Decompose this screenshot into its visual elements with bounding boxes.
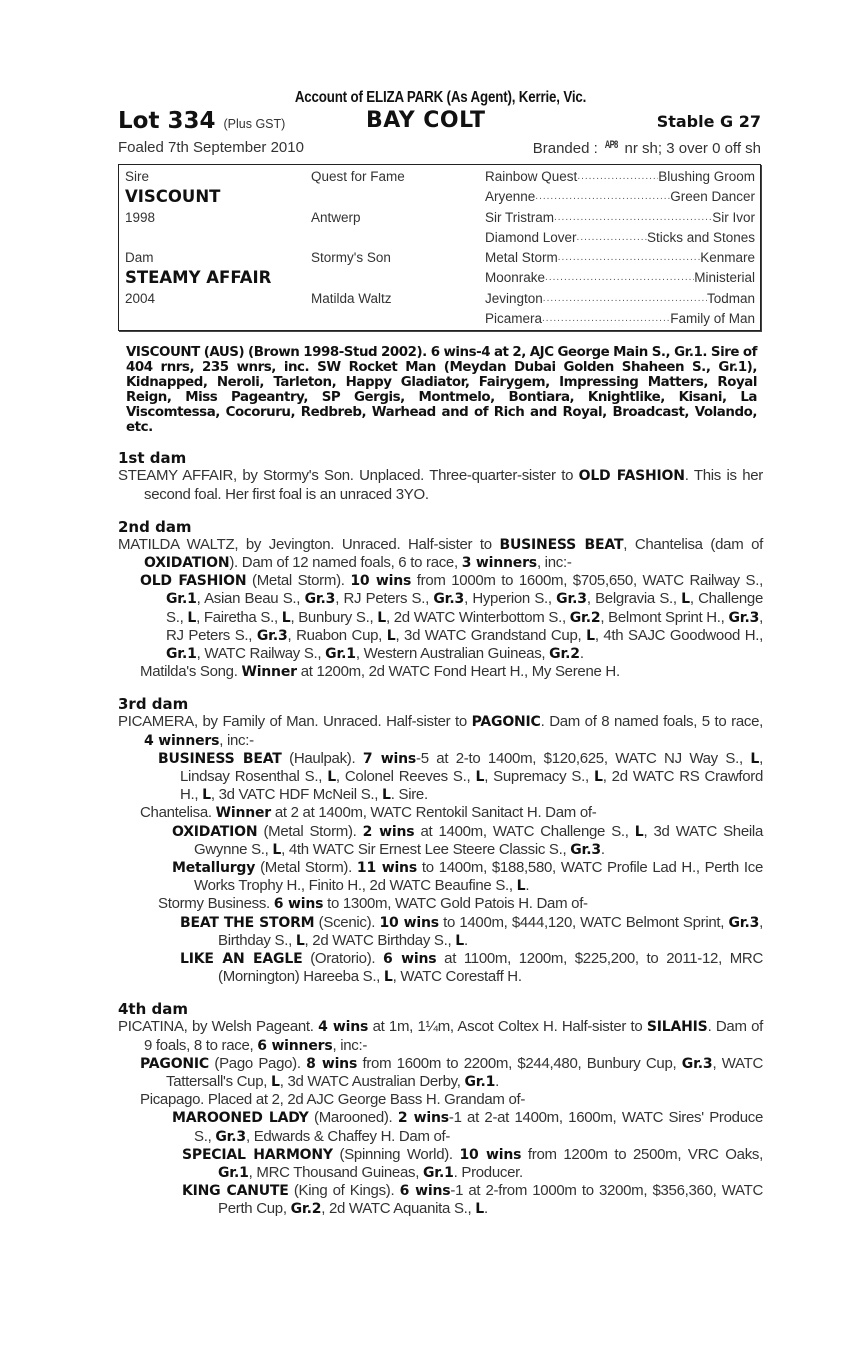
pedigree-gen3 [485, 189, 755, 205]
pedigree-table [118, 164, 761, 331]
produce-record [118, 713, 763, 749]
highlight-text: L [455, 932, 464, 949]
highlight-text: L [377, 609, 386, 626]
highlight-text: 6 winners [257, 1037, 333, 1054]
highlight-text: 7 wins [362, 750, 417, 767]
record-text: , Edwards & Chaffey H. Dam of- [245, 1127, 451, 1145]
highlight-text: L [281, 609, 291, 626]
highlight-text: 3 winners [461, 554, 537, 571]
highlight-text: Gr.3 [556, 591, 587, 608]
record-text: , WATC Corestaff H. [392, 968, 522, 986]
pedigree-row [119, 268, 760, 288]
pedigree-gen3-horse: Aryenne [485, 189, 536, 205]
pedigree-row [119, 208, 760, 228]
record-text: , 3d VATC HDF McNeil S., [210, 786, 383, 804]
pedigree-row [119, 228, 760, 248]
produce-record [118, 663, 763, 681]
dam-section-title: 3rd dam [118, 695, 189, 714]
record-text: , Western Australian Guineas, [355, 645, 550, 662]
pedigree-gen3 [485, 291, 755, 307]
highlight-text: SILAHIS [646, 1019, 708, 1036]
record-text: , 4th SAJC Goodwood H., [594, 626, 764, 644]
highlight-text: BUSINESS BEAT [158, 750, 282, 767]
record-text: , Chantelisa (dam of [623, 535, 763, 553]
record-text: . [484, 1200, 488, 1218]
record-text: . Dam of 9 foals, 8 to race, [144, 1018, 763, 1054]
highlight-text: L [634, 823, 644, 840]
pedigree-gen3 [485, 210, 755, 226]
highlight-text: L [516, 878, 526, 895]
leader-dots [542, 311, 670, 327]
record-text: , Lindsay Rosenthal S., [180, 749, 763, 786]
record-text: , Ruabon Cup, [287, 626, 387, 644]
produce-record [118, 1182, 763, 1218]
record-text: at 2 at 1400m, WATC Rentokil Sanitact H. Dam of- [271, 804, 597, 822]
dam-sections [118, 449, 763, 1218]
pedigree-gen3-sire: Green Dancer [670, 189, 755, 205]
record-text: Matilda's Song. [140, 663, 242, 681]
branded-suffix: nr sh; 3 over 0 off sh [624, 140, 761, 157]
record-text: (Metal Storm). [257, 822, 363, 840]
lot-note: (Plus GST) [223, 117, 286, 131]
produce-record [118, 1055, 763, 1091]
pedigree-gen3-horse: Moonrake [485, 270, 546, 286]
record-text: , Challenge S., [166, 590, 763, 626]
produce-record [118, 950, 763, 986]
pedigree-row [119, 289, 760, 309]
leader-dots [554, 210, 712, 226]
highlight-text: Gr.3 [681, 1055, 713, 1072]
leader-dots [543, 291, 707, 307]
highlight-text: SPECIAL HARMONY [182, 1146, 333, 1163]
highlight-text: L [202, 787, 211, 804]
pedigree-row [119, 309, 760, 329]
highlight-text: L [593, 769, 603, 786]
record-text: to 1300m, WATC Gold Patois H. Dam of- [323, 895, 588, 913]
leader-dots [577, 230, 647, 246]
pedigree-gen3-sire: Blushing Groom [658, 169, 755, 184]
record-text: at 1m, 1¼m, Ascot Coltex H. Half-sister to [368, 1018, 647, 1036]
highlight-text: 10 wins [459, 1146, 522, 1163]
highlight-text: OXIDATION [172, 823, 258, 840]
highlight-text: L [475, 1201, 484, 1218]
highlight-text: 4 winners [144, 732, 220, 749]
record-text: . [463, 931, 468, 949]
highlight-text: 6 wins [399, 1183, 451, 1200]
produce-record [118, 1018, 763, 1054]
record-text: . [525, 877, 530, 895]
highlight-text: Winner [215, 805, 271, 822]
pedigree-gen1: Sire [125, 169, 150, 184]
record-text: , inc:- [219, 731, 254, 749]
highlight-text: L [475, 769, 485, 786]
highlight-text: 8 wins [306, 1055, 358, 1072]
highlight-text: Gr.2 [569, 609, 601, 626]
dam-section [118, 449, 763, 503]
record-text: to 1400m, $444,120, WATC Belmont Sprint, [438, 913, 729, 931]
leader-dots [558, 250, 700, 266]
record-text: , Birthday S., [218, 913, 763, 949]
produce-record [118, 536, 763, 572]
pedigree-gen3-sire: Family of Man [670, 311, 755, 327]
pedigree-gen3-horse: Picamera [485, 311, 543, 327]
highlight-text: Gr.3 [215, 1128, 246, 1145]
record-text: . Sire. [390, 786, 428, 804]
pedigree-gen3-sire: Sir Ivor [712, 209, 755, 225]
record-text: STEAMY AFFAIR, by Stormy's Son. Unplaced. Three-quarter-sister to [118, 467, 579, 485]
dam-section [118, 695, 763, 986]
highlight-text: 6 wins [273, 896, 324, 913]
highlight-text: Gr.1 [166, 591, 197, 608]
record-text: (Scenic). [314, 913, 380, 931]
leader-dots [577, 169, 658, 185]
highlight-text: L [382, 787, 391, 804]
record-text: , inc:- [536, 553, 572, 571]
horse-description: BAY COLT [366, 108, 486, 133]
pedigree-gen3 [485, 250, 755, 266]
record-text: , WATC Railway S., [196, 645, 326, 662]
record-text: , Colonel Reeves S., [335, 768, 476, 786]
highlight-text: Gr.3 [728, 609, 760, 626]
highlight-text: L [272, 841, 282, 858]
highlight-text: Gr.3 [256, 627, 288, 644]
produce-record [118, 1146, 763, 1182]
record-text: , Hyperion S., [464, 590, 557, 608]
brand-mark-icon: AP8 [604, 139, 618, 151]
record-text: , 2d WATC Birthday S., [304, 931, 456, 949]
highlight-text: 10 wins [350, 573, 412, 590]
record-text: , 3d WATC Sheila Gwynne S., [194, 822, 763, 858]
foaled-date: Foaled 7th September 2010 [118, 139, 304, 156]
highlight-text: Metallurgy [172, 860, 256, 877]
highlight-text: OLD FASHION [140, 573, 247, 590]
record-text: Stormy Business. [158, 895, 274, 913]
highlight-text: Gr.1 [464, 1074, 496, 1091]
highlight-text: PAGONIC [140, 1055, 210, 1072]
record-text: , Bunbury S., [290, 608, 378, 626]
record-text: -1 at 2-from 1000m to 3200m, $356,360, WATC Perth Cup, [218, 1182, 763, 1218]
record-text: , WATC Tattersall's Cup, [166, 1054, 763, 1091]
highlight-text: L [327, 769, 336, 786]
record-text: , 3d WATC Grandstand Cup, [395, 626, 587, 644]
pedigree-gen3 [485, 270, 755, 286]
highlight-text: LIKE AN EAGLE [180, 951, 303, 968]
branded-prefix: Branded : [532, 140, 598, 157]
record-text: (Spinning World). [332, 1145, 460, 1163]
record-text: , Supremacy S., [484, 768, 594, 786]
highlight-text: 2 wins [397, 1110, 449, 1127]
lot-header [118, 108, 763, 136]
highlight-text: OXIDATION [144, 554, 230, 571]
highlight-text: Gr.2 [549, 646, 580, 662]
record-text: PICAMERA, by Family of Man. Unraced. Half-sister to [118, 713, 472, 731]
pedigree-gen3 [485, 169, 755, 185]
vendor-account: Account of ELIZA PARK (As Agent), Kerrie, Vic. [294, 89, 587, 106]
record-text: (Marooned). [308, 1109, 398, 1127]
highlight-text: Gr.2 [290, 1201, 322, 1218]
pedigree-gen3-sire: Sticks and Stones [646, 229, 755, 245]
record-text: , 3d WATC Australian Derby, [279, 1073, 465, 1091]
record-text: at 1200m, 2d WATC Fond Heart H., My Serene H. [296, 663, 620, 681]
highlight-text: 11 wins [356, 860, 417, 877]
produce-record [118, 1109, 763, 1145]
record-text: , Asian Beau S., [196, 590, 305, 608]
produce-record [118, 467, 763, 503]
highlight-text: Gr.3 [728, 914, 760, 931]
pedigree-gen1: VISCOUNT [125, 187, 221, 207]
pedigree-gen2: Quest for Fame [311, 169, 405, 184]
pedigree-row [119, 167, 760, 187]
produce-record [118, 859, 763, 895]
record-text: , RJ Peters S., [166, 608, 763, 644]
highlight-text: 4 wins [318, 1019, 369, 1036]
record-text: at 1400m, WATC Challenge S., [414, 822, 635, 840]
record-text: (Metal Storm). [255, 859, 357, 877]
highlight-text: PAGONIC [471, 714, 541, 731]
leader-dots [535, 189, 670, 205]
pedigree-gen3 [485, 230, 755, 246]
highlight-text: Gr.1 [422, 1165, 454, 1182]
highlight-text: KING CANUTE [182, 1183, 289, 1200]
catalogue-page [118, 88, 763, 1219]
foaling-details [118, 136, 763, 162]
pedigree-gen3-horse: Sir Tristram [485, 209, 554, 225]
record-text: . Producer. [453, 1164, 523, 1182]
dam-section-title: 4th dam [118, 1000, 188, 1019]
pedigree-gen3 [485, 311, 755, 327]
highlight-text: L [586, 627, 595, 644]
pedigree-gen2: Stormy's Son [311, 250, 391, 266]
dam-section-title: 1st dam [118, 449, 187, 468]
pedigree-gen3-horse: Diamond Lover [485, 229, 577, 245]
highlight-text: L [386, 627, 396, 644]
produce-record [118, 895, 763, 913]
highlight-text: L [271, 1074, 280, 1091]
pedigree-gen3-sire: Todman [706, 290, 755, 306]
record-text: , Belmont Sprint H., [600, 608, 729, 626]
record-text: -5 at 2-to 1400m, $120,625, WATC NJ Way S., [416, 749, 751, 767]
record-text: , 2d WATC Aquanita S., [321, 1200, 476, 1218]
highlight-text: 6 wins [383, 951, 437, 968]
record-text: -1 at 2-at 1400m, 1600m, WATC Sires' Produce S., [194, 1109, 763, 1145]
record-text: , Fairetha S., [196, 608, 282, 626]
record-text: , inc:- [332, 1036, 368, 1054]
pedigree-gen1: 1998 [125, 209, 156, 225]
pedigree-gen3-sire: Ministerial [694, 270, 755, 286]
pedigree-gen1: 2004 [125, 290, 156, 306]
record-text: . [495, 1073, 500, 1091]
record-text: . [579, 645, 584, 662]
record-text: , 4th WATC Sir Ernest Lee Steere Classic S., [281, 840, 571, 858]
record-text: , Belgravia S., [586, 590, 682, 608]
highlight-text: BEAT THE STORM [180, 914, 315, 931]
record-text: MATILDA WALTZ, by Jevington. Unraced. Half-sister to [118, 535, 500, 553]
produce-record [118, 823, 763, 859]
dam-section-title: 2nd dam [118, 517, 192, 536]
record-text: (King of Kings). [288, 1182, 400, 1200]
pedigree-gen2: Antwerp [311, 209, 361, 225]
highlight-text: L [681, 591, 690, 608]
record-text: , RJ Peters S., [335, 590, 434, 608]
record-text: , MRC Thousand Guineas, [248, 1164, 423, 1182]
highlight-text: L [750, 750, 760, 767]
pedigree-gen1: STEAMY AFFAIR [125, 268, 272, 288]
record-text: ). Dam of 12 named foals, 6 to race, [229, 553, 462, 571]
produce-record [118, 914, 763, 950]
produce-record [118, 804, 763, 822]
sire-summary: VISCOUNT (AUS) (Brown 1998-Stud 2002). 6 wins-4 at 2, AJC George Main S., Gr.1. Sire of 404 rnrs, 235 wnrs, inc. SW Rocket Man (Meydan Dubai Golden Shaheen S., Gr.1), Kidnapped, Neroli, Tarleton, Happy Gladiator, Fairygem, Impressing Matters, Royal Reign, Miss Pageantry, SP Gergis, Montmelo, Bontiara, Knightlike, Kisani, La Viscomtessa, Cocoruru, Redbreb, Warhead and of Rich and Royal, Broadcast, Volando, etc. [126, 345, 757, 436]
record-text: . [600, 840, 605, 858]
highlight-text: Gr.3 [304, 591, 336, 608]
dam-section [118, 1000, 763, 1218]
highlight-text: BUSINESS BEAT [499, 536, 624, 553]
highlight-text: MAROONED LADY [172, 1110, 309, 1127]
brand-info [533, 139, 761, 157]
produce-record [118, 572, 763, 663]
pedigree-row [119, 248, 760, 268]
pedigree-gen2: Matilda Waltz [311, 290, 392, 306]
record-text: (Pago Pago). [209, 1054, 307, 1072]
record-text: (Metal Storm). [246, 572, 351, 590]
record-text: from 1200m to 2500m, VRC Oaks, [521, 1145, 763, 1163]
pedigree-gen3-horse: Rainbow Quest [485, 169, 578, 184]
record-text: at 1100m, 1200m, $225,200, to 2011-12, MRC (Mornington) Hareeba S., [218, 950, 763, 986]
lot-number [118, 108, 285, 134]
highlight-text: 10 wins [379, 914, 439, 931]
highlight-text: Gr.1 [325, 646, 356, 662]
highlight-text: Gr.1 [166, 646, 197, 662]
pedigree-row [119, 187, 760, 207]
highlight-text: Gr.3 [570, 841, 601, 858]
dam-section [118, 518, 763, 682]
pedigree-gen3-horse: Jevington [485, 290, 543, 306]
pedigree-gen3-horse: Metal Storm [485, 250, 558, 266]
record-text: , 2d WATC RS Crawford H., [180, 768, 763, 804]
highlight-text: Winner [241, 664, 297, 681]
record-text: (Haulpak). [281, 749, 363, 767]
highlight-text: 2 wins [362, 823, 415, 840]
leader-dots [545, 270, 694, 286]
highlight-text: OLD FASHION [578, 468, 685, 485]
highlight-text: Gr.1 [218, 1165, 249, 1182]
record-text: to 1400m, $188,580, WATC Profile Lad H., Perth Ice Works Trophy H., Finito H., 2d WATC Beaufine S., [194, 859, 763, 895]
highlight-text: L [187, 609, 197, 626]
produce-record [118, 750, 763, 805]
highlight-text: L [383, 969, 393, 986]
record-text: PICATINA, by Welsh Pageant. [118, 1018, 319, 1036]
record-text: . Dam of 8 named foals, 5 to race, [540, 713, 763, 731]
stable-location: Stable G 27 [656, 112, 761, 131]
highlight-text: Gr.3 [433, 591, 465, 608]
record-text: . This is her second foal. Her first foal is an unraced 3YO. [144, 467, 763, 503]
lot-label: Lot 334 [118, 108, 216, 134]
pedigree-gen3-sire: Kenmare [700, 250, 755, 266]
produce-record [118, 1091, 763, 1109]
pedigree-gen1: Dam [125, 250, 154, 266]
record-text: Picapago. Placed at 2, 2d AJC George Bass H. Grandam of- [140, 1091, 526, 1109]
record-text: (Oratorio). [302, 950, 384, 968]
record-text: from 1000m to 1600m, $705,650, WATC Railway S., [411, 572, 763, 590]
record-text: , 2d WATC Winterbottom S., [385, 608, 570, 626]
record-text: Chantelisa. [140, 804, 216, 822]
record-text: from 1600m to 2200m, $244,480, Bunbury Cup, [357, 1054, 682, 1072]
highlight-text: L [295, 932, 305, 949]
